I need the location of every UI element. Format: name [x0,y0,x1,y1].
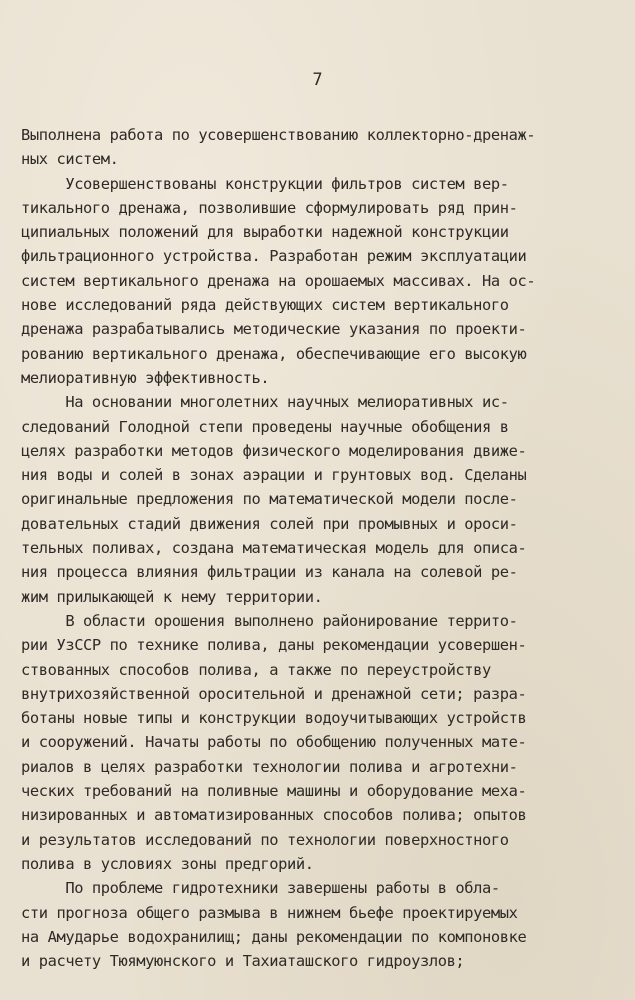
text-line: риалов в целях разработки технологии полива и агротехни- [21,757,518,776]
text-line: фильтрационного устройства. Разработан режим эксплуатации [21,247,527,266]
text-line: жим прилыкающей к нему территории. [21,587,323,606]
text-line: ных систем. [21,150,119,169]
text-line: Выполнена работа по усовершенствованию коллекторно-дренаж- [21,126,536,144]
text-line: тикального дренажа, позволившие сформулировать ряд прин- [21,198,518,217]
text-line: мелиоративную эффективность. [21,368,270,387]
text-line: целях разработки методов физического моделирования движе- [21,441,527,460]
text-line: сти прогноза общего размыва в нижнем бьефе проектируемых [21,903,518,922]
text-line: систем вертикального дренажа на орошаемых массивах. На ос- [21,271,536,290]
text-line: ческих требований на поливные машины и оборудование меха- [21,782,527,801]
text-line: рованию вертикального дренажа, обеспечивающие его высокую [21,344,527,363]
text-line: Усовершенствованы конструкции фильтров систем вер- [21,174,509,193]
text-line: ния воды и солей в зонах аэрации и грунтовых вод. Сделаны [21,466,527,485]
text-line: на Амударье водохранилищ; даны рекомендации по компоновке [21,927,527,946]
text-line: По проблеме гидротехники завершены работы в обла- [21,879,500,898]
text-line: ния процесса влияния фильтрации из канала на солевой ре- [21,563,518,582]
text-line: и результатов исследований по технологии поверхностного [21,830,509,849]
text-line: и расчету Тюямуюнского и Тахиаташского гидроузлов; [21,952,465,971]
text-line: полива в условиях зоны предгорий. [21,854,314,873]
body-text [21,123,621,973]
text-line: оригинальные предложения по математической модели после- [21,490,518,509]
text-line: низированных и автоматизированных способов полива; опытов [21,806,527,825]
text-line: и сооружений. Начаты работы по обобщению полученных мате- [21,733,527,752]
text-line: нове исследований ряда действующих систем вертикального [21,296,509,315]
page-number: 7 [312,70,323,90]
text-line: ципиальных положений для выработки надежной конструкции [21,223,509,242]
text-line: В области орошения выполнено районирование террито- [21,611,518,630]
text-line: дренажа разрабатывались методические указания по проекти- [21,320,527,339]
text-line: рии УзССР по технике полива, даны рекомендации усовершен- [21,636,527,655]
text-line: внутрихозяйственной оросительной и дренажной сети; разра- [21,684,527,703]
text-line: довательных стадий движения солей при промывных и ороси- [21,514,518,533]
text-line: На основании многолетних научных мелиоративных ис- [21,393,509,412]
text-line: следований Голодной степи проведены научные обобщения в [21,417,509,436]
text-line: ствованных способов полива, а также по переустройству [21,660,491,679]
text-line: ботаны новые типы и конструкции водоучитывающих устройств [21,709,527,728]
text-line: тельных поливах, создана математическая модель для описа- [21,539,527,558]
